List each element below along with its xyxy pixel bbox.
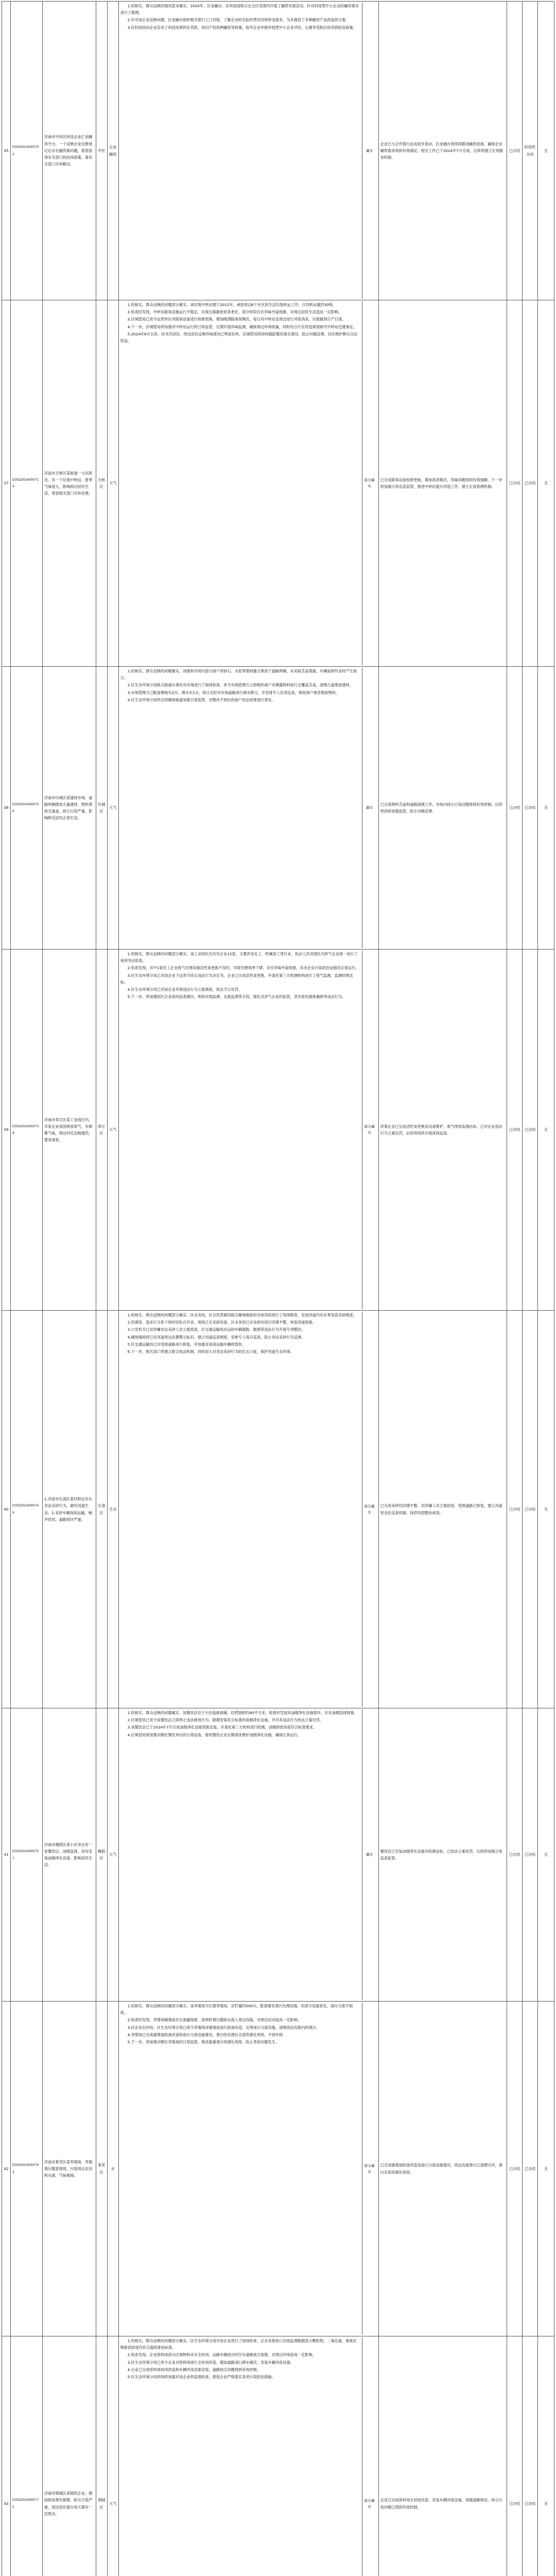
result-paragraph: 6.下一步，相关部门将建立联合执法机制，持续加大对非法采砂行为的打击力度，保护河道生态环境。 <box>127 1349 294 1354</box>
result-paragraph: 2.检查时发现，养殖场储粪池存在渗漏现象，雨季时粪污随雨水流入周边沟渠，对周边农田造成一定影响。 <box>127 2018 302 2023</box>
row-result <box>118 300 378 666</box>
table-row <box>2 666 554 949</box>
row-result <box>118 2 378 300</box>
result-paragraph: 5.下一步，将加强园区企业夜间巡查频次，利用在线监测、走航监测等手段，强化对涉气企业的监管，坚决查处偷排漏排等违法行为。 <box>127 994 346 999</box>
row-area: 历城区 <box>96 667 107 949</box>
result-paragraph: 2.检查时发现，中转站除臭设施运行不稳定，垃圾压缩箱密封条老化，部分时段存在异味外溢现象，对周边居民生活造成一定影响。 <box>127 310 342 315</box>
row-code: D3SD2024000702 <box>10 2 42 300</box>
row-result-verdict: 属实 <box>362 1709 377 2000</box>
row-result-text <box>120 951 362 1309</box>
result-paragraph: 4.区城管局将加强对辖区餐饮单位的日常巡查，督促餐饮企业定期清洗维护油烟净化设施，确保正常运行。 <box>127 1732 302 1737</box>
result-paragraph: 4.企业已完成原料场封闭改造和车辆冲洗设施安装，道路扬尘问题得到有效控制。 <box>127 2367 261 2372</box>
row-area: 中区 <box>96 2 107 300</box>
result-paragraph: 1.经核实，群众反映的问题部分属实。区生态环境分局对该企业进行了现场检查，企业各排放口在线监测数据显示颗粒物、二氧化硫、氮氧化物排放浓度均符合超低排放标准。 <box>120 2338 357 2350</box>
row-code: D3SD2024000726 <box>10 667 42 949</box>
result-paragraph: 5.区交通运输局已对受损道路进行修复，并加强对夜间运输车辆的管控。 <box>127 1342 246 1347</box>
row-index: 37 <box>4 481 9 486</box>
result-paragraph: 1.经核实，群众反映的问题部分属实。该垃圾中转站建于2012年，承担周边6个社区的生活垃圾转运工作，日均转运量约30吨。 <box>127 302 337 307</box>
row-result-text <box>120 3 362 299</box>
table-row <box>2 2001 554 2336</box>
row-last: 无 <box>537 1708 554 2001</box>
row-flag: 已办结 <box>507 1708 522 2001</box>
row-rectify: 已完成储粪池防渗改造及雨污分流设施建设，周边沟渠粪污已清理完毕，粪污实现资源化利用。 <box>378 2002 507 2336</box>
row-rectify: 餐饮店已安装油烟净化设施并检测达标，已依法立案处罚，后续将加强日常巡查监管。 <box>378 1708 507 2001</box>
row-result-text <box>120 2003 362 2335</box>
result-paragraph: 4.区生态环境分局已对该企业环境违法行为立案调查，依法予以处罚。 <box>127 987 242 992</box>
result-paragraph: 4.下一步，区城管局将加强对中转站运行的日常监管，定期开展异味监测，确保周边环境质量，同时结合片区改造规划研究中转站迁建事宜。 <box>127 324 357 329</box>
row-result <box>118 950 378 1310</box>
result-paragraph: 1.经核实，群众反映的问题部分属实。该养殖场为生猪养殖场，存栏量约500头，配套建有粪污处理设施，但部分设施老化，雨污分流不彻底。 <box>120 2004 353 2015</box>
row-status: 已办结 <box>522 2002 537 2336</box>
result-paragraph: 5.2024年6月以来，经多次回访，周边居民反映异味情况已明显好转，区城管局将持续跟踪整改落实情况，防止问题反弹，切实维护群众合法权益。 <box>120 331 358 344</box>
result-paragraph: 4.养殖场已完成储粪池防渗改造和雨污分流设施建设，粪污经处理后全部资源化利用，不再外排。 <box>127 2032 287 2037</box>
row-issue: 济南市章丘区某工业园区内，多家企业夜间排放废气，有刺鼻气味，周边村民反映强烈，要求彻查。 <box>42 950 96 1310</box>
result-paragraph: 2.检查发现，其中1家化工企业废气处理设施活性炭更换不及时，导致处理效率下降，存在异味外溢现象，其余企业污染防治设施均正常运行。 <box>127 965 359 971</box>
row-issue: 1.济南市长清区某村附近存在非法采砂行为，破坏河道生态。2.采砂车辆夜间运输，噪声扰民，道路损坏严重。 <box>42 1311 96 1708</box>
result-paragraph: 3.市场管理方已配备雾炮车2台、洒水车1台，每日定时对市场道路进行洒水降尘，并安排专人负责巡查，督促商户规范堆放物料。 <box>127 690 339 695</box>
row-type: 大气 <box>107 1708 118 2001</box>
row-status: 已办结 <box>522 1708 537 2001</box>
row-code: D3SD2024000763 <box>10 2002 42 2336</box>
result-paragraph: 3.区农业农村局、区生态环境分局已责令养殖场对储粪池进行防渗改造，完善雨污分流设施，清理周边沟渠内的粪污。 <box>127 2025 320 2030</box>
result-paragraph: 3.公安机关已对涉嫌非法采砂人员立案侦查，区交通运输局对运砂车辆超载、抛洒等违法行为开展专项整治。 <box>127 1327 305 1332</box>
row-type: 企业融资 <box>107 2 118 300</box>
row-index: 41 <box>4 1852 9 1857</box>
row-area: 章丘区 <box>96 950 107 1310</box>
row-status: 已办结 <box>522 667 537 949</box>
row-result-verdict: 属实 <box>362 668 377 948</box>
row-index: 42 <box>4 2166 9 2171</box>
row-result-verdict: 部分属实 <box>362 2003 377 2335</box>
result-paragraph: 2.区城管局已责令该餐饮店立即停止违法排放行为，限期安装符合标准的油烟净化设施，并对其违法行为依法立案处罚。 <box>127 1718 324 1723</box>
result-paragraph: 1.经核实，群众反映的问题属实。该建材市场内部分商户将砂石、水泥等建材露天堆放于道路两侧，未采取苫盖措施，车辆装卸作业时产生扬尘。 <box>120 669 357 681</box>
row-result-verdict: 部分属实 <box>362 2337 377 2576</box>
row-result-verdict: 部分属实 <box>362 1312 377 1707</box>
row-rectify: 涉事企业已完成活性炭更换及设备维护，废气排放监测达标，已对企业违法行为立案处罚，后续将持续开展夜间巡查。 <box>378 950 507 1310</box>
result-paragraph: 5.下一步，将加强对辖区养殖场的日常监管，推进畜禽粪污资源化利用，防止类似问题发生。 <box>127 2040 279 2045</box>
row-type: 水 <box>107 2002 118 2336</box>
row-area: 莱芜区 <box>96 2002 107 2336</box>
result-paragraph: 5.区生态环境分局将持续加强对该企业的监督检查，督促企业严格落实各项污染防治措施。 <box>127 2375 275 2380</box>
row-last: 无 <box>537 950 554 1310</box>
row-issue: 济南市莱芜区某养殖场，养殖粪污随意排放，污染周边农田和水源，气味难闻。 <box>42 2002 96 2336</box>
row-result <box>118 667 378 949</box>
result-paragraph: 2.经调查，盗采行为系个别村民私自开采，现场已无采砂设备，区水务局已对采砂坑进行回填平整，恢复河道原貌。 <box>127 1320 316 1325</box>
row-type: 大气 <box>107 667 118 949</box>
row-status: 阶段性办结 <box>522 2 537 300</box>
row-last: 无 <box>537 2 554 300</box>
row-last: 无 <box>537 2002 554 2336</box>
result-paragraph: 4.区生态环境分局将会同属地街道加强日常监管，对整改不到位的商户依法依规进行查处。 <box>127 697 275 702</box>
row-area: 钢城区 <box>96 2336 107 2576</box>
result-paragraph: 1.经核实，群众反映的问题属实。该餐饮店位于小区临街商铺，经营面积约80平方米，检查时发现其油烟净化设施损坏，存在油烟直排现象。 <box>127 1710 358 1715</box>
table-row <box>2 1310 554 1708</box>
table-row <box>2 300 554 666</box>
row-area: 槐荫区 <box>96 1708 107 2001</box>
result-paragraph: 2.区生态环境分局联合街道办事处对市场进行了现场检查，责令市场管理方立即组织商户对裸露物料进行全覆盖苫盖，清理占道堆放建材。 <box>127 683 353 688</box>
result-paragraph: 3.该餐饮店已于2024年7月完成油烟净化设施更换安装，并委托第三方机构进行检测，油烟排放浓度符合标准要求。 <box>127 1725 317 1730</box>
row-status: 已办结 <box>522 950 537 1310</box>
row-result-verdict: 部分属实 <box>362 301 377 665</box>
row-result-text <box>120 668 362 948</box>
row-result-verdict: 属实 <box>362 3 377 299</box>
row-last: 无 <box>537 2336 554 2576</box>
row-index: 39 <box>4 1127 9 1132</box>
report-table <box>2 1 554 2576</box>
row-code: D3SD2024000714 <box>10 300 42 666</box>
row-issue: 济南市天桥区某街道一小区附近，有一个垃圾中转站，夏季气味很大，影响周边居民生活，希望相关部门尽快处理。 <box>42 300 96 666</box>
result-paragraph: 3.区城管局已责令运营单位对除臭设备进行检修更换，增加喷洒除臭剂频次，每日对中转站及周边进行冲洗消杀，垃圾做到日产日清。 <box>127 317 346 322</box>
row-result <box>118 2336 378 2576</box>
result-paragraph: 3.区生态环境分局已对该企业下达责令改正违法行为决定书，企业已完成活性炭更换，并委托第三方检测机构进行了废气监测，监测结果达标。 <box>120 973 353 985</box>
row-area: 天桥区 <box>96 300 107 666</box>
row-result-verdict: 部分属实 <box>362 951 377 1309</box>
row-code: D3SD2024000751 <box>10 1708 42 2001</box>
row-result <box>118 1311 378 1708</box>
result-paragraph: 3.区生态环境分局已责令企业对原料场进行全封闭改造，增加道路清扫洒水频次，安装车辆冲洗设施。 <box>127 2360 294 2365</box>
result-paragraph: 1.经核实，群众反映的问题部分属实。区水务局、区自然资源局联合属地镇政府对该河段进行了现场勘查，发现河道内存在零星盗采砂痕迹。 <box>127 1313 357 1317</box>
table-row <box>2 949 554 1310</box>
row-result-text <box>120 1709 362 2000</box>
row-rectify: 已完成除臭设备检修更换，增加消杀频次，异味问题得到有效缓解。下一步将加强日常巡查监管，推进中转站提升改造工作，建立长效管理机制。 <box>378 300 507 666</box>
result-paragraph: 2.检查发现，企业原料场部分区域物料未完全封闭，运输车辆进出时存在道路扬尘现象，对周边环境造成一定影响。 <box>127 2352 316 2358</box>
table-row <box>2 2 554 300</box>
table-row <box>2 2336 554 2576</box>
table-row <box>2 1708 554 2001</box>
result-paragraph: 2.针对该企业反映问题，区金融办组织相关银行上门对接，了解企业的实际经营状况和资金需求，为其提供了多种融资产品的选择方案。 <box>127 18 350 23</box>
row-status: 已办结 <box>522 2336 537 2576</box>
row-flag: 已办结 <box>507 2336 522 2576</box>
row-type: 大气 <box>107 2336 118 2576</box>
row-result-text <box>120 301 362 665</box>
row-index: 35 <box>4 148 9 153</box>
row-status: 已办结 <box>522 1311 537 1708</box>
row-result <box>118 1708 378 2001</box>
row-status: 已办结 <box>522 300 537 666</box>
row-flag: 已办结 <box>507 1311 522 1708</box>
result-paragraph: 1.经核实，群众反映的问题部分属实。该工业园区内共有企业12家，主要涉及化工、机械加工等行业，执法人员对园区内涉气企业逐一进行了夜间突击检查。 <box>120 952 358 963</box>
row-flag: 已办结 <box>507 300 522 666</box>
row-result-text <box>120 1312 362 1707</box>
result-paragraph: 1.经核实，群众反映的情况基本属实。2024年，区金融办、区科技局联合在全区范围内开展了融资对接活动，针对科技型中小企业的融资需求进行了梳理。 <box>120 4 359 15</box>
row-code: D3SD2024000749 <box>10 1311 42 1708</box>
row-index: 43 <box>4 2501 9 2506</box>
row-type: 生态 <box>107 1311 118 1708</box>
row-rectify: 已完成采砂坑回填平整，对涉嫌人员立案侦查，受损道路已修复，建立河道常态化巡查机制，持续巩固整治成效。 <box>378 1311 507 1708</box>
row-area: 长清区 <box>96 1311 107 1708</box>
row-flag: 已办结 <box>507 950 522 1310</box>
row-rectify: 企业已与合作银行达成初步意向，区金融办将持续跟进融资进展，确保企业融资需求得到有效满足，相关工作已于2024年7月完成，后续将建立长效服务机制。 <box>378 2 507 300</box>
row-issue: 济南市钢城区某钢铁企业，烟囱排放黄色烟雾，粉尘污染严重，周边居民窗台每天都有一层黑灰。 <box>42 2336 96 2576</box>
row-flag: 已办结 <box>507 667 522 949</box>
row-code: D3SD2024000738 <box>10 950 42 1310</box>
row-index: 40 <box>4 1506 9 1512</box>
row-code: D3SD2024000775 <box>10 2336 42 2576</box>
row-last: 无 <box>537 1311 554 1708</box>
row-rectify: 企业已完成原料场全封闭改造，安装车辆冲洗设施，加强道路保洁，扬尘污染问题已得到有效控制。 <box>378 2336 507 2576</box>
row-issue: 济南市中科区科技企业汇创融资平台，一个反映企业注册登记后存在融资难问题，希望获得有关部门的扶持政策，请有关部门尽快解决。 <box>42 2 96 300</box>
row-last: 无 <box>537 300 554 666</box>
row-rectify: 已完成物料苫盖和道路清理工作，市场内扬尘污染问题得到有效控制，后续将持续加强监管，防止问题反弹。 <box>378 667 507 949</box>
row-result <box>118 2002 378 2336</box>
result-paragraph: 3.区科技局向企业宣讲了科技成果转化贷款、知识产权质押融资等政策，指导企业申报科技型中小企业评价，以便享受相应的贷款贴息政策。 <box>127 25 357 30</box>
row-issue: 济南市历城区某建材市场，道路两侧摆放大量建材，物料堆放无遮盖，扬尘污染严重，影响附近居民正常生活。 <box>42 667 96 949</box>
row-flag: 已办结 <box>507 2002 522 2336</box>
row-issue: 济南市槐荫区某小区旁边有一家餐饮店，油烟直排，没有安装油烟净化设备，影响居民生活。 <box>42 1708 96 2001</box>
row-last: 无 <box>537 667 554 949</box>
row-type: 大气 <box>107 300 118 666</box>
row-index: 38 <box>4 805 9 810</box>
result-paragraph: 4.属地镇政府已在河道周边设置警示标识，建立河道巡查制度，安排专人每日巡查，防止非法采砂行为反弹。 <box>127 1334 305 1340</box>
row-type: 大气 <box>107 950 118 1310</box>
row-result-text <box>120 2337 362 2576</box>
row-flag: 已办结 <box>507 2 522 300</box>
